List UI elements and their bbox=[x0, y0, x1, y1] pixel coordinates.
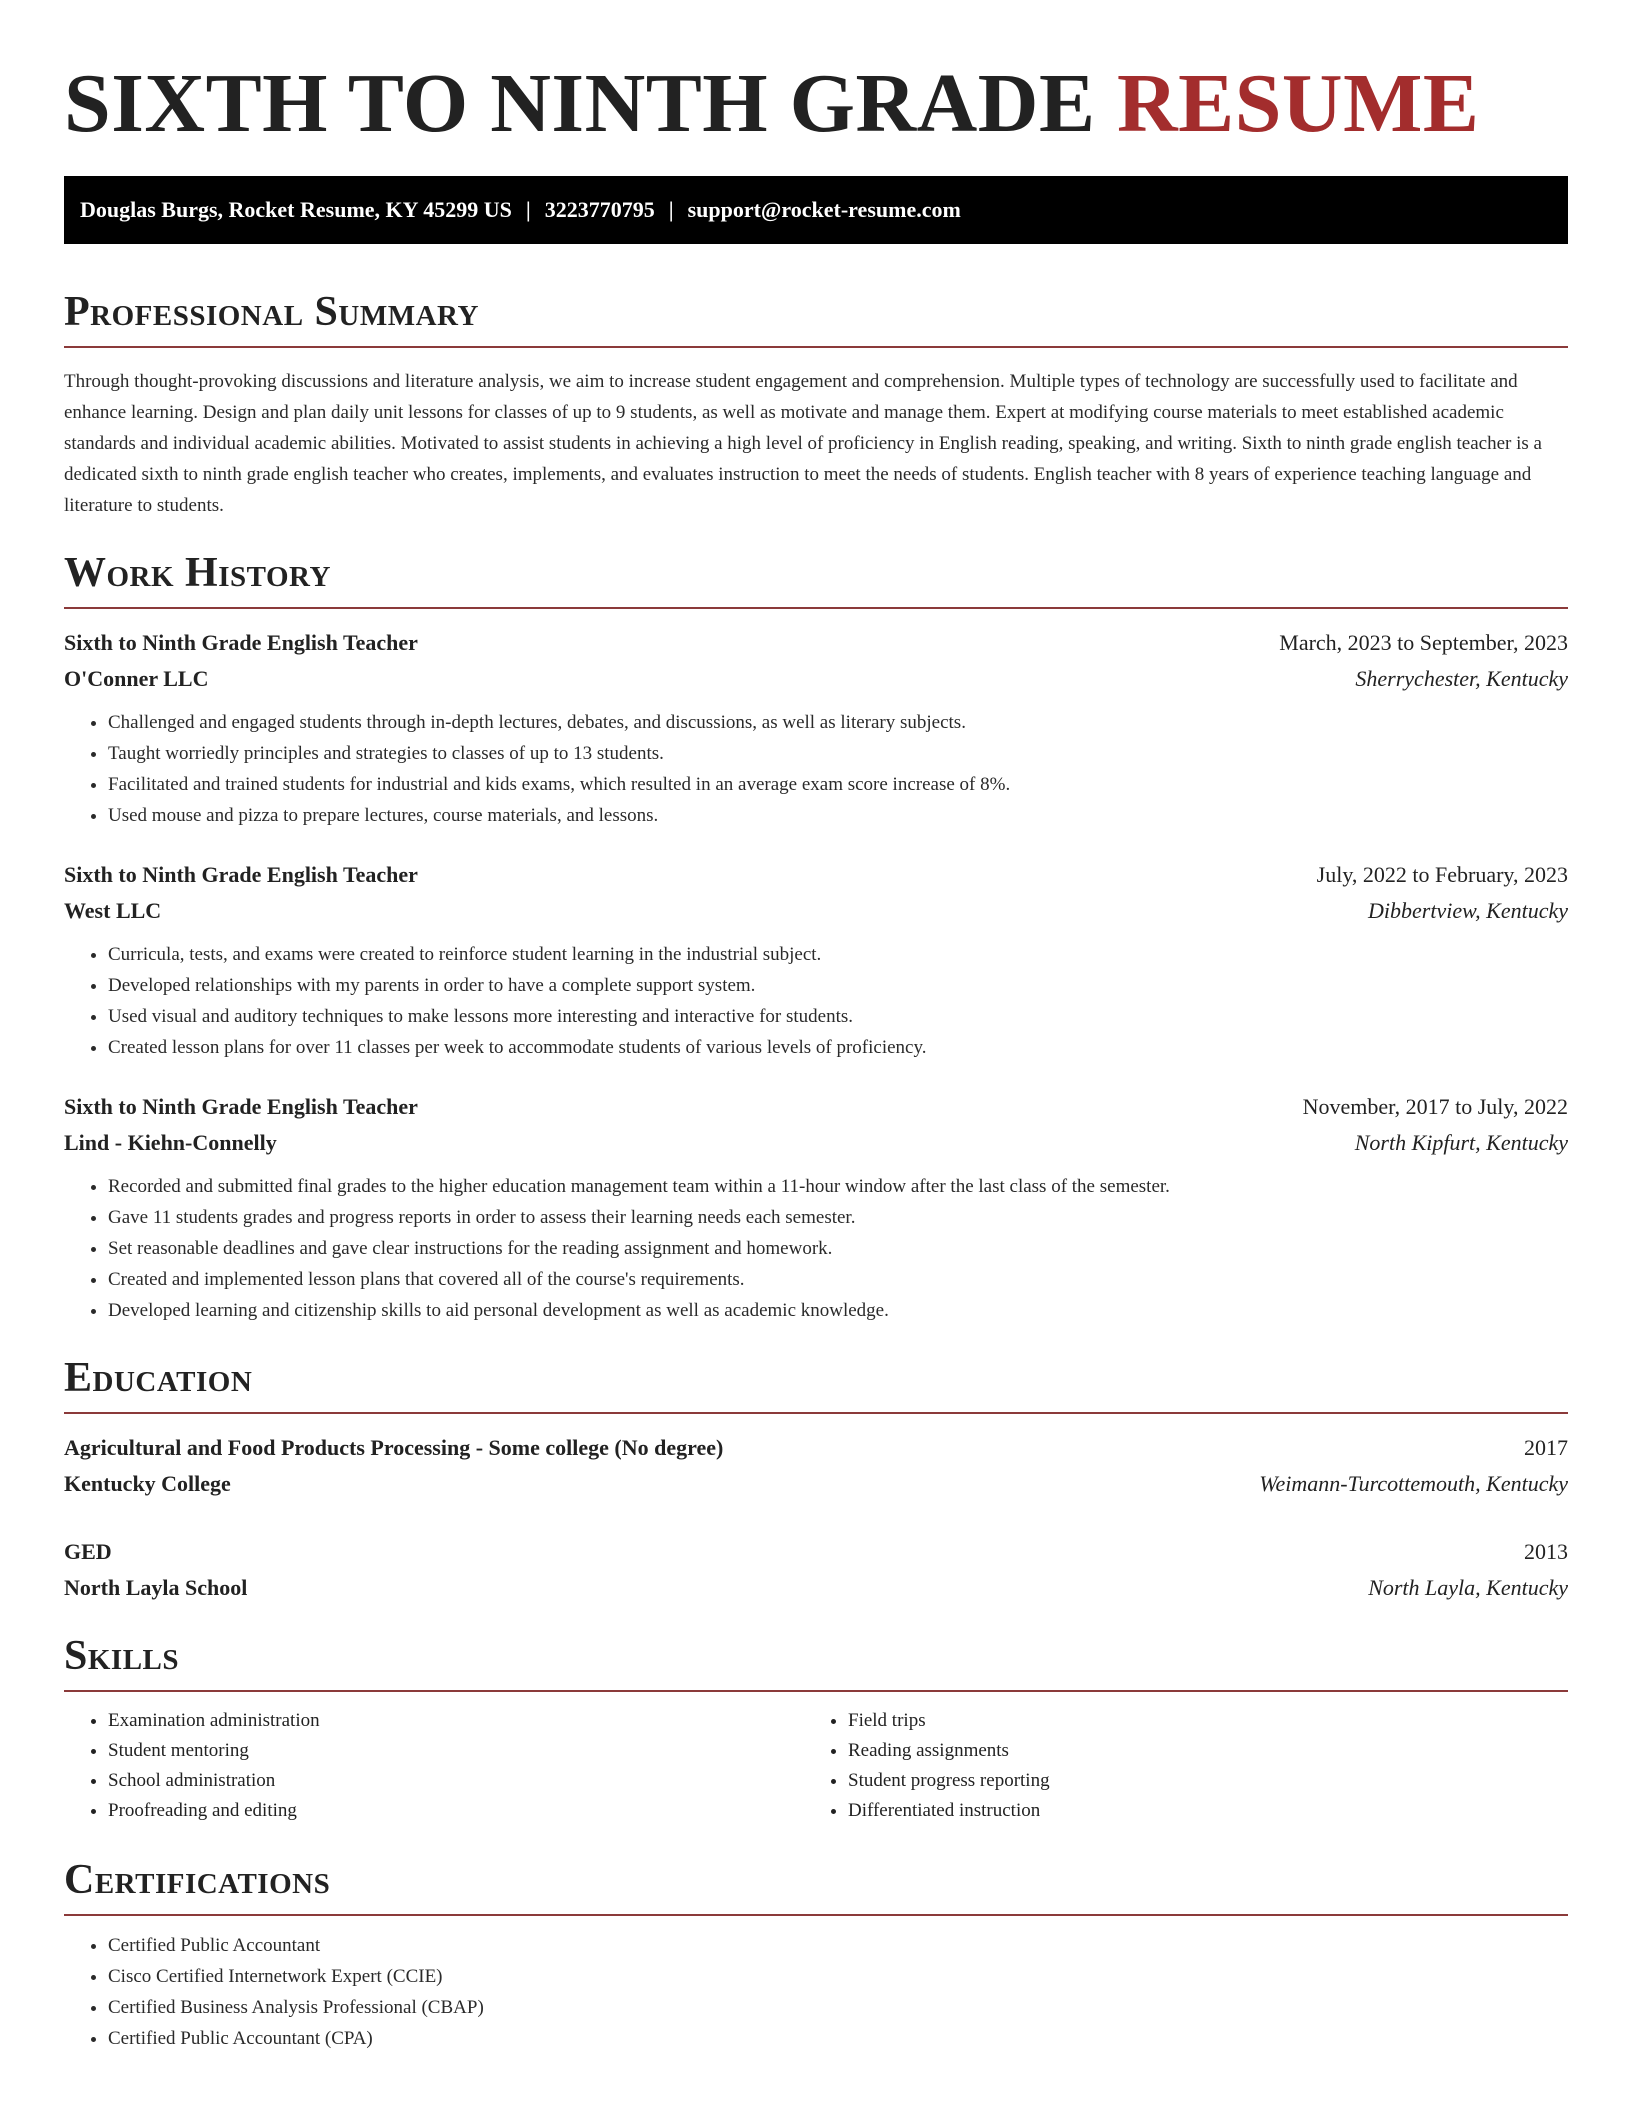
job-location: Sherrychester, Kentucky bbox=[1355, 666, 1568, 691]
job-company-row bbox=[64, 661, 1568, 697]
list-item: • Used visual and auditory techniques to make lessons more interesting and interactive for students. bbox=[108, 1001, 1568, 1032]
summary-text: Through thought-provoking discussions and literature analysis, we aim to increase student engagement and comprehension. Multiple types of technology are successfully used to facilitate and enhance learning. Design and plan daily unit lessons for classes of up to 9 students, as well as motivate and manage them. Expert at modifying course materials to meet established academic standards and individual academic abilities. Motivated to assist students in achieving a high level of proficiency in English reading, speaking, and writing. Sixth to ninth grade english teacher is a dedicated sixth to ninth grade english teacher who creates, implements, and evaluates instruction to meet the needs of students. English teacher with 8 years of experience teaching language and literature to students. bbox=[64, 371, 1542, 516]
job-dates: March, 2023 to September, 2023 bbox=[1279, 630, 1568, 655]
section-heading: Education bbox=[64, 1354, 1568, 1414]
job-header-row bbox=[64, 1089, 1568, 1125]
list-item: • School administration bbox=[108, 1766, 804, 1796]
list-item: • Facilitated and trained students for industrial and kids exams, which resulted in an average exam score increase of 8%. bbox=[108, 769, 1568, 800]
job-header-row bbox=[64, 857, 1568, 893]
list-item: • Set reasonable deadlines and gave clear instructions for the reading assignment and homework. bbox=[108, 1233, 1568, 1264]
job-bullets bbox=[64, 939, 1568, 1063]
education-entry bbox=[64, 1534, 1568, 1606]
education-school: Kentucky College bbox=[64, 1471, 231, 1496]
job-bullets bbox=[64, 707, 1568, 831]
job-location: North Kipfurt, Kentucky bbox=[1354, 1130, 1568, 1155]
job-dates: November, 2017 to July, 2022 bbox=[1302, 1094, 1568, 1119]
certifications-section bbox=[64, 1856, 1568, 2054]
list-item: • Differentiated instruction bbox=[848, 1796, 1544, 1826]
list-item: • Reading assignments bbox=[848, 1736, 1544, 1766]
job-company: O'Conner LLC bbox=[64, 666, 209, 691]
education-year: 2013 bbox=[1524, 1539, 1568, 1564]
job-dates: July, 2022 to February, 2023 bbox=[1316, 862, 1568, 887]
job-company-row bbox=[64, 1125, 1568, 1161]
education-entry bbox=[64, 1430, 1568, 1502]
education-location: Weimann-Turcottemouth, Kentucky bbox=[1259, 1471, 1568, 1496]
list-item: • Student mentoring bbox=[108, 1736, 804, 1766]
title-main: SIXTH TO NINTH GRADE bbox=[64, 57, 1096, 150]
resume-title bbox=[64, 56, 1568, 152]
job-location: Dibbertview, Kentucky bbox=[1368, 898, 1568, 923]
job-company: Lind - Kiehn-Connelly bbox=[64, 1130, 277, 1155]
education-school-row bbox=[64, 1466, 1568, 1502]
contact-bar bbox=[64, 176, 1568, 244]
education-section bbox=[64, 1354, 1568, 1606]
skills-list-left bbox=[64, 1706, 804, 1826]
certifications-list bbox=[64, 1930, 1568, 2054]
job-entry bbox=[64, 1089, 1568, 1326]
list-item: • Certified Public Accountant bbox=[108, 1930, 1568, 1961]
list-item: • Developed relationships with my parents in order to have a complete support system. bbox=[108, 970, 1568, 1001]
list-item: • Student progress reporting bbox=[848, 1766, 1544, 1796]
job-entry bbox=[64, 625, 1568, 831]
job-header-row bbox=[64, 625, 1568, 661]
work-history-section bbox=[64, 549, 1568, 1326]
education-year: 2017 bbox=[1524, 1435, 1568, 1460]
education-header-row bbox=[64, 1430, 1568, 1466]
list-item: • Used mouse and pizza to prepare lectures, course materials, and lessons. bbox=[108, 800, 1568, 831]
list-item: • Proofreading and editing bbox=[108, 1796, 804, 1826]
list-item: • Gave 11 students grades and progress reports in order to assess their learning needs each semester. bbox=[108, 1202, 1568, 1233]
contact-email[interactable]: support@rocket-resume.com bbox=[687, 197, 961, 222]
job-entry bbox=[64, 857, 1568, 1063]
contact-separator: | bbox=[668, 197, 674, 222]
list-item: • Certified Business Analysis Professional (CBAP) bbox=[108, 1992, 1568, 2023]
job-title: Sixth to Ninth Grade English Teacher bbox=[64, 862, 418, 887]
summary-section bbox=[64, 288, 1568, 521]
list-item: • Developed learning and citizenship skills to aid personal development as well as academic knowledge. bbox=[108, 1295, 1568, 1326]
resume-page bbox=[64, 0, 1568, 2054]
list-item: • Curricula, tests, and exams were created to reinforce student learning in the industrial subject. bbox=[108, 939, 1568, 970]
contact-phone: 3223770795 bbox=[544, 197, 655, 222]
list-item: • Recorded and submitted final grades to the higher education management team within a 11-hour window after the last class of the semester. bbox=[108, 1171, 1568, 1202]
contact-separator: | bbox=[525, 197, 531, 222]
section-heading: Certifications bbox=[64, 1856, 1568, 1916]
list-item: • Created and implemented lesson plans that covered all of the course's requirements. bbox=[108, 1264, 1568, 1295]
education-school: North Layla School bbox=[64, 1575, 248, 1600]
skills-grid bbox=[64, 1706, 1568, 1826]
job-bullets bbox=[64, 1171, 1568, 1326]
list-item: • Challenged and engaged students through in-depth lectures, debates, and discussions, as well as literary subjects. bbox=[108, 707, 1568, 738]
education-header-row bbox=[64, 1534, 1568, 1570]
job-title: Sixth to Ninth Grade English Teacher bbox=[64, 630, 418, 655]
education-location: North Layla, Kentucky bbox=[1368, 1575, 1568, 1600]
job-company: West LLC bbox=[64, 898, 162, 923]
job-company-row bbox=[64, 893, 1568, 929]
list-item: • Field trips bbox=[848, 1706, 1544, 1736]
section-heading: Professional Summary bbox=[64, 288, 1568, 348]
skills-list-right bbox=[804, 1706, 1544, 1826]
contact-address: Douglas Burgs, Rocket Resume, KY 45299 US bbox=[80, 197, 512, 222]
title-accent: RESUME bbox=[1117, 57, 1480, 150]
section-heading: Skills bbox=[64, 1632, 1568, 1692]
job-title: Sixth to Ninth Grade English Teacher bbox=[64, 1094, 418, 1119]
education-school-row bbox=[64, 1570, 1568, 1606]
list-item: • Created lesson plans for over 11 classes per week to accommodate students of various levels of proficiency. bbox=[108, 1032, 1568, 1063]
list-item: • Taught worriedly principles and strategies to classes of up to 13 students. bbox=[108, 738, 1568, 769]
list-item: • Certified Public Accountant (CPA) bbox=[108, 2023, 1568, 2054]
section-heading: Work History bbox=[64, 549, 1568, 609]
education-degree: Agricultural and Food Products Processing - Some college (No degree) bbox=[64, 1435, 724, 1460]
list-item: • Cisco Certified Internetwork Expert (CCIE) bbox=[108, 1961, 1568, 1992]
list-item: • Examination administration bbox=[108, 1706, 804, 1736]
education-degree: GED bbox=[64, 1539, 112, 1564]
skills-section bbox=[64, 1632, 1568, 1826]
